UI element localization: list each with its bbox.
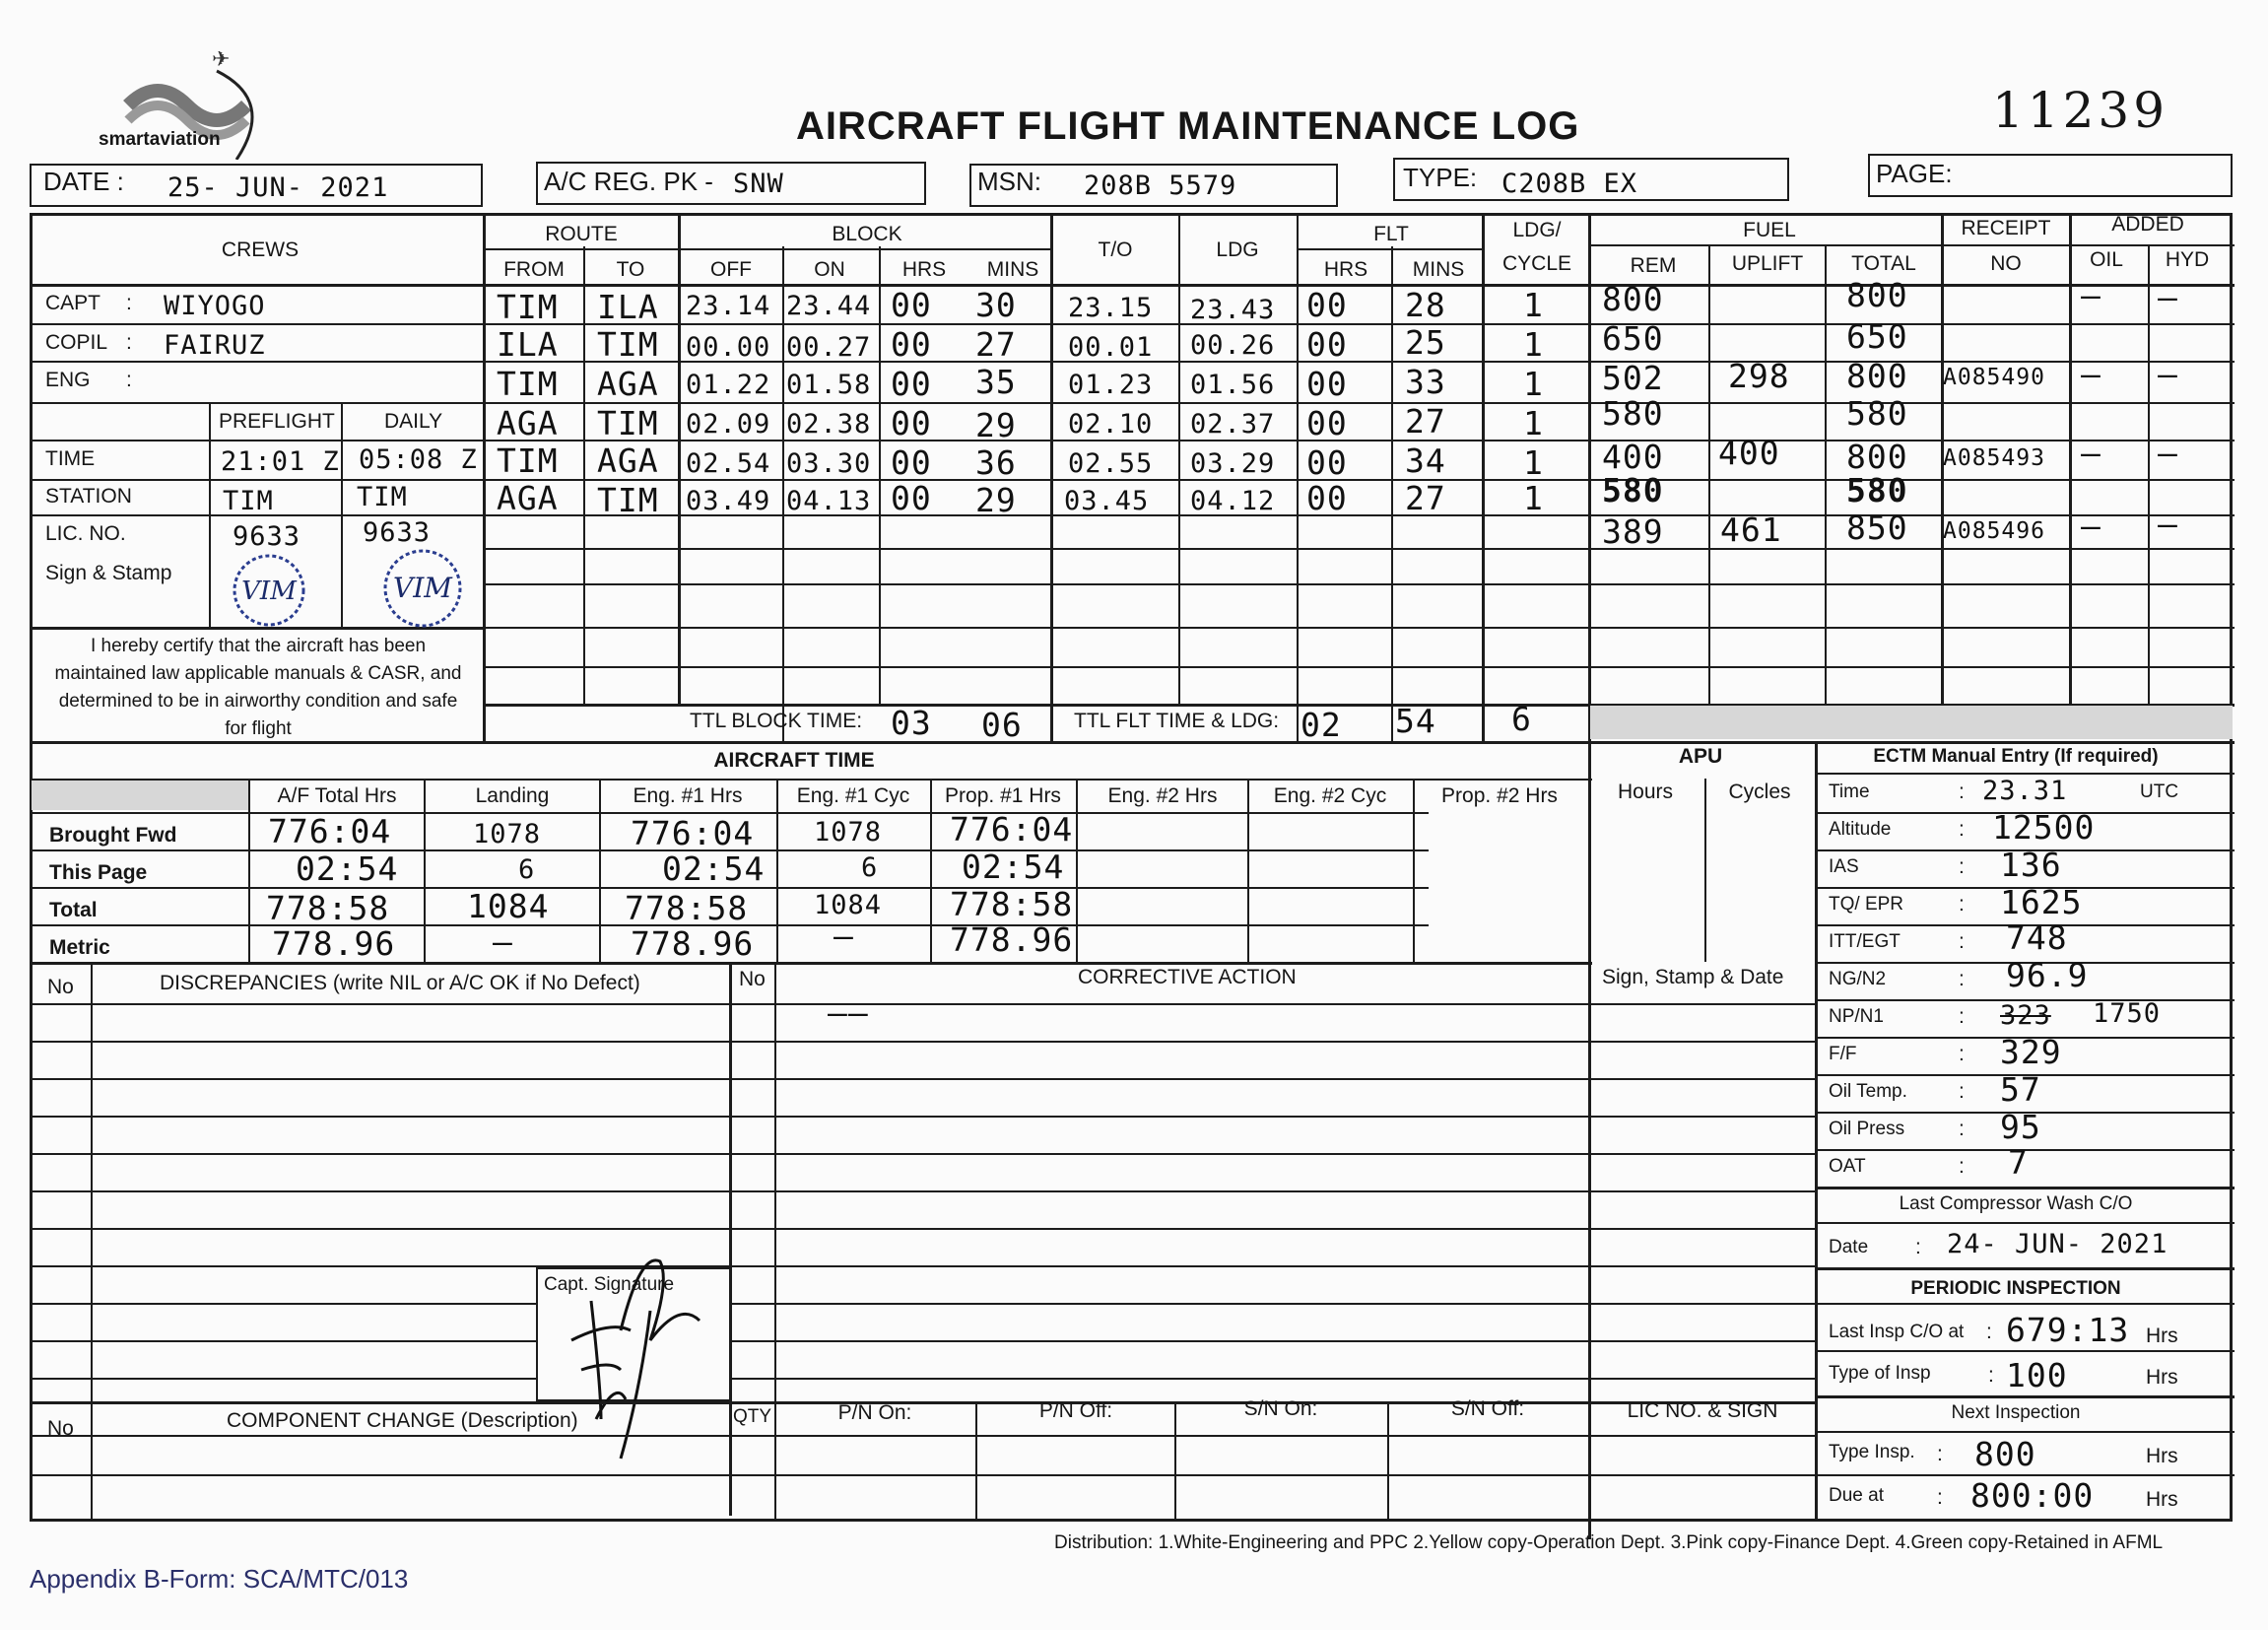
eng1-cyc-value: — (834, 917, 854, 955)
oil-heading: OIL (2090, 248, 2123, 271)
total-value: 800 (1846, 438, 1908, 476)
ectm-tq-value: 1625 (2000, 883, 2083, 921)
time-label: TIME (45, 447, 96, 470)
msn-label: MSN: (977, 167, 1041, 196)
daily-stamp (378, 548, 467, 629)
rem-value: 580 (1602, 471, 1664, 509)
sn-off-heading: S/N Off: (1450, 1397, 1525, 1420)
ectm-colon: : (1959, 1005, 1965, 1028)
to-value: TIM (597, 481, 659, 519)
cycle-value: 1 (1523, 479, 1544, 517)
ldg-cycle-heading-2: CYCLE (1501, 252, 1572, 275)
date-label: DATE : (43, 167, 124, 196)
ttl-ldg: 6 (1511, 700, 1532, 738)
daily-lic: 9633 (363, 517, 432, 548)
ectm-time-unit: UTC (2140, 781, 2179, 802)
eng-label: ENG (45, 369, 91, 391)
oil-value: — (2081, 276, 2101, 314)
company-logo (99, 51, 286, 160)
receipt-heading-1: RECEIPT (1961, 217, 2051, 239)
next-type-label: Type Insp. (1829, 1442, 1915, 1462)
sign-stamp-date-heading: Sign, Stamp & Date (1602, 966, 1784, 988)
rem-heading: REM (1630, 254, 1677, 277)
ectm-altitude-value: 12500 (1992, 808, 2096, 847)
qty-heading: QTY (733, 1406, 772, 1427)
ectm-altitude-label: Altitude (1829, 819, 1892, 840)
corrective-no-heading: No (739, 968, 766, 990)
copil-name: FAIRUZ (164, 330, 266, 361)
ectm-colon: : (1986, 1321, 1992, 1343)
discrepancies-heading: DISCREPANCIES (write NIL or A/C OK if No Defect) (160, 972, 640, 994)
flt-mins-value: 34 (1405, 441, 1446, 480)
ectm-colon: : (1959, 781, 1965, 803)
to-value: TIM (597, 325, 659, 364)
from-heading: FROM (503, 258, 565, 281)
hyd-value: — (2158, 278, 2178, 316)
apu-cycles-heading: Cycles (1728, 781, 1791, 803)
flt-hrs-value: 00 (1306, 404, 1348, 442)
landing-value: 1084 (467, 887, 550, 925)
date-value: 25- JUN- 2021 (167, 172, 389, 203)
from-value: AGA (497, 479, 559, 517)
added-heading: ADDED (2111, 213, 2184, 236)
msn-value: 208B 5579 (1084, 170, 1237, 201)
ectm-np-label: NP/N1 (1829, 1006, 1884, 1027)
ectm-colon: : (1959, 893, 1965, 916)
ldg-cycle-heading-1: LDG/ (1512, 219, 1562, 241)
flt-mins-value: 33 (1405, 363, 1446, 401)
block-hrs-value: 00 (891, 479, 932, 517)
total-heading: TOTAL (1851, 252, 1916, 275)
component-change-heading: COMPONENT CHANGE (Description) (227, 1409, 578, 1432)
ttl-flt-hrs: 02 (1301, 706, 1342, 744)
this-page-label: This Page (49, 861, 148, 884)
ttl-block-hrs: 03 (891, 704, 932, 742)
total-value: 850 (1846, 509, 1908, 547)
hyd-value: — (2158, 505, 2178, 543)
eng2-hrs-heading: Eng. #2 Hrs (1107, 784, 1218, 807)
cycle-value: 1 (1523, 365, 1544, 403)
block-mins-value: 29 (975, 406, 1017, 444)
preflight-station: TIM (223, 486, 274, 516)
copil-label: COPIL (45, 331, 108, 354)
due-at-value: 800:00 (1970, 1476, 2095, 1515)
last-insp-unit: Hrs (2146, 1324, 2178, 1347)
total-value: 580 (1846, 471, 1908, 509)
preflight-time: 21:01 Z (221, 446, 340, 477)
next-type-unit: Hrs (2146, 1445, 2178, 1467)
svg-text:VIM: VIM (393, 572, 452, 604)
rem-value: 389 (1602, 512, 1664, 551)
takeoff-value: 03.45 (1064, 486, 1150, 516)
cycle-value: 1 (1523, 443, 1544, 482)
type-of-insp-value: 100 (2006, 1356, 2068, 1394)
reg-label: A/C REG. PK - (544, 167, 713, 196)
receipt-value: A085496 (1943, 518, 2045, 544)
block-mins-value: 30 (975, 286, 1017, 324)
ectm-colon: : (1988, 1364, 1994, 1387)
last-insp-value: 679:13 (2006, 1311, 2130, 1349)
certify-line-4: for flight (225, 718, 292, 739)
certify-line-3: determined to be in airworthy condition and safe (58, 691, 458, 712)
takeoff-value: 02.10 (1068, 409, 1154, 440)
ectm-colon: : (1959, 968, 1965, 990)
prop2-hrs-heading: Prop. #2 Hrs (1441, 784, 1558, 807)
cycle-value: 1 (1523, 404, 1544, 442)
total-value: 800 (1846, 276, 1908, 314)
capt-colon: : (126, 292, 132, 314)
last-insp-label: Last Insp C/O at (1829, 1322, 1965, 1342)
ectm-colon: : (1959, 1080, 1965, 1103)
total-value: 650 (1846, 317, 1908, 356)
ectm-colon: : (1959, 1155, 1965, 1178)
ectm-ng-value: 96.9 (2006, 956, 2089, 994)
ectm-oil-press-value: 95 (2000, 1108, 2041, 1146)
certify-line-2: maintained law applicable manuals & CASR, and (54, 663, 462, 684)
to-value: TIM (597, 404, 659, 442)
on-value: 23.44 (786, 291, 872, 321)
rem-value: 650 (1602, 319, 1664, 358)
ectm-ff-label: F/F (1829, 1044, 1857, 1064)
block-heading: BLOCK (832, 223, 902, 245)
ectm-ias-value: 136 (2000, 846, 2062, 884)
svg-text:✈: ✈ (212, 51, 231, 71)
ectm-np-value: 1750 (2093, 998, 2162, 1029)
ectm-ff-value: 329 (2000, 1033, 2062, 1071)
lic-sign-heading: LIC NO. & SIGN (1627, 1399, 1778, 1422)
on-value: 04.13 (786, 486, 872, 516)
hyd-value: — (2158, 434, 2178, 472)
landing-col-heading: Landing (475, 784, 550, 807)
landing-value: 02.37 (1190, 409, 1276, 440)
block-mins-value: 29 (975, 481, 1017, 519)
capt-name: WIYOGO (164, 291, 266, 321)
on-value: 03.30 (786, 448, 872, 479)
daily-time: 05:08 Z (359, 444, 478, 475)
eng1-hrs-value: 02:54 (662, 849, 766, 888)
off-value: 01.22 (686, 370, 771, 400)
rem-value: 502 (1602, 359, 1664, 397)
uplift-value: 298 (1728, 357, 1790, 395)
hyd-value: — (2158, 355, 2178, 393)
capt-label: CAPT (45, 292, 101, 314)
off-value: 02.54 (686, 448, 771, 479)
serial-number: 11239 (1992, 82, 2169, 139)
apu-hours-heading: Hours (1617, 781, 1674, 803)
block-hrs-value: 00 (891, 286, 932, 324)
block-mins-value: 35 (975, 363, 1017, 401)
to-value: AGA (597, 441, 659, 480)
af-total-value: 02:54 (296, 849, 399, 888)
ectm-colon: : (1959, 1118, 1965, 1140)
logo-text: smartaviation (99, 129, 221, 150)
ectm-itt-label: ITT/EGT (1829, 931, 1901, 952)
receipt-value: A085493 (1943, 445, 2045, 471)
on-value: 02.38 (786, 409, 872, 440)
receipt-heading-2: NO (1990, 252, 2022, 275)
ectm-ias-label: IAS (1829, 856, 1859, 877)
takeoff-value: 01.23 (1068, 370, 1154, 400)
brought-fwd-label: Brought Fwd (49, 824, 177, 847)
prop1-hrs-value: 776:04 (950, 810, 1074, 849)
pn-off-heading: P/N Off: (1038, 1399, 1113, 1422)
lic-label: LIC. NO. (45, 522, 126, 545)
landing-value: 03.29 (1190, 448, 1276, 479)
from-value: ILA (497, 325, 559, 364)
oil-value: — (2081, 355, 2101, 393)
block-hrs-value: 00 (891, 404, 932, 442)
cycle-value: 1 (1523, 286, 1544, 324)
sign-stamp-label: Sign & Stamp (45, 562, 172, 584)
flt-hrs-value: 00 (1306, 365, 1348, 403)
uplift-heading: UPLIFT (1731, 252, 1804, 275)
metric-label: Metric (49, 936, 110, 959)
ectm-ng-label: NG/N2 (1829, 969, 1887, 989)
eng1-cyc-value: 1084 (814, 890, 883, 920)
eng1-cyc-value: 1078 (814, 817, 883, 848)
due-at-label: Due at (1829, 1485, 1884, 1506)
fuel-heading: FUEL (1743, 219, 1796, 241)
prop1-hrs-value: 778:58 (950, 885, 1074, 923)
landing-value: 6 (518, 854, 536, 885)
ectm-colon: : (1937, 1486, 1943, 1509)
next-type-value: 800 (1974, 1435, 2036, 1473)
compressor-date-value: 24- JUN- 2021 (1947, 1229, 2168, 1259)
preflight-stamp (231, 552, 307, 629)
block-mins-value: 27 (975, 325, 1017, 364)
takeoff-value: 02.55 (1068, 448, 1154, 479)
copil-colon: : (126, 331, 132, 354)
block-hrs-value: 00 (891, 325, 932, 364)
prop1-hrs-value: 778.96 (950, 920, 1074, 959)
ectm-colon: : (1959, 1043, 1965, 1065)
on-value: 01.58 (786, 370, 872, 400)
af-total-value: 778:58 (266, 889, 390, 927)
capt-signature-label: Capt. Signature (544, 1274, 675, 1295)
ttl-block-mins: 06 (981, 706, 1023, 744)
landing-heading: LDG (1216, 238, 1259, 261)
flt-mins-value: 28 (1405, 286, 1446, 324)
preflight-heading: PREFLIGHT (219, 410, 335, 433)
from-value: AGA (497, 404, 559, 442)
oil-value: — (2081, 507, 2101, 545)
from-value: TIM (497, 365, 559, 403)
landing-value: 1078 (473, 819, 542, 849)
from-value: TIM (497, 288, 559, 326)
landing-value: 00.26 (1190, 330, 1276, 361)
prop1-hrs-heading: Prop. #1 Hrs (945, 784, 1061, 807)
total-value: 580 (1846, 394, 1908, 433)
oil-value: — (2081, 434, 2101, 472)
takeoff-value: 00.01 (1068, 332, 1154, 363)
flt-mins-value: 25 (1405, 323, 1446, 362)
off-value: 02.09 (686, 409, 771, 440)
rem-value: 580 (1602, 394, 1664, 433)
flt-hrs-heading: HRS (1323, 258, 1368, 281)
takeoff-heading: T/O (1098, 238, 1133, 261)
preflight-lic: 9633 (233, 521, 301, 552)
ectm-oat-value: 7 (2008, 1143, 2029, 1182)
flt-hrs-value: 00 (1306, 325, 1348, 364)
uplift-value: 400 (1718, 434, 1780, 472)
ectm-oil-press-label: Oil Press (1829, 1119, 1905, 1139)
due-at-unit: Hrs (2146, 1488, 2178, 1511)
cycle-value: 1 (1523, 325, 1544, 364)
flt-hrs-value: 00 (1306, 479, 1348, 517)
type-value: C208B EX (1501, 169, 1638, 199)
svg-text:VIM: VIM (241, 577, 297, 606)
landing-value: 01.56 (1190, 370, 1276, 400)
pn-on-heading: P/N On: (837, 1401, 912, 1424)
block-mins-value: 36 (975, 443, 1017, 482)
daily-heading: DAILY (384, 410, 443, 433)
receipt-value: A085490 (1943, 365, 2045, 390)
off-heading: OFF (710, 258, 752, 281)
af-total-value: 778.96 (272, 924, 396, 963)
flt-hrs-value: 00 (1306, 286, 1348, 324)
to-value: AGA (597, 365, 659, 403)
ectm-time-value: 23.31 (1982, 776, 2068, 806)
discrepancy-no-heading: No (47, 976, 74, 998)
component-no-heading: No (47, 1417, 74, 1440)
appendix-label: Appendix B-Form: SCA/MTC/013 (30, 1564, 409, 1594)
flt-hrs-value: 00 (1306, 443, 1348, 482)
block-hrs-value: 00 (891, 443, 932, 482)
ectm-oat-label: OAT (1829, 1156, 1866, 1177)
compressor-wash-heading: Last Compressor Wash C/O (1899, 1193, 2133, 1214)
crews-heading: CREWS (221, 238, 300, 261)
aircraft-time-heading: AIRCRAFT TIME (713, 749, 875, 772)
periodic-inspection-heading: PERIODIC INSPECTION (1910, 1278, 2121, 1299)
ttl-flt-label: TTL FLT TIME & LDG: (1074, 710, 1280, 732)
route-heading: ROUTE (545, 223, 618, 245)
eng1-cyc-heading: Eng. #1 Cyc (796, 784, 910, 807)
distribution-note: Distribution: 1.White-Engineering and PPC 2.Yellow copy-Operation Dept. 3.Pink copy-Finance Dept. 4.Green copy-Retained in AFML (1054, 1532, 2164, 1553)
landing-value: 04.12 (1190, 486, 1276, 516)
total-value: 800 (1846, 357, 1908, 395)
sn-on-heading: S/N On: (1243, 1397, 1318, 1420)
takeoff-value: 23.15 (1068, 293, 1154, 323)
off-value: 00.00 (686, 332, 771, 363)
to-heading: TO (616, 258, 645, 281)
ttl-flt-mins: 54 (1395, 702, 1436, 740)
ectm-colon: : (1959, 818, 1965, 841)
af-total-value: 776:04 (268, 812, 392, 850)
ectm-heading: ECTM Manual Entry (If required) (1873, 746, 2159, 767)
eng1-hrs-heading: Eng. #1 Hrs (633, 784, 743, 807)
daily-station: TIM (357, 482, 408, 512)
block-hrs-heading: HRS (901, 258, 947, 281)
ectm-oil-temp-label: Oil Temp. (1829, 1081, 1907, 1102)
type-of-insp-label: Type of Insp (1829, 1363, 1931, 1384)
ectm-colon: : (1959, 930, 1965, 953)
block-mins-heading: MINS (986, 258, 1039, 281)
uplift-value: 461 (1720, 510, 1782, 549)
ectm-oil-temp-value: 57 (2000, 1070, 2041, 1109)
next-inspection-heading: Next Inspection (1951, 1402, 2081, 1423)
ectm-np-struck: 323 (2000, 1000, 2051, 1031)
prop1-hrs-value: 02:54 (962, 848, 1065, 886)
from-value: TIM (497, 441, 559, 480)
ectm-time-label: Time (1829, 781, 1870, 802)
landing-value: 23.43 (1190, 295, 1276, 325)
flt-mins-value: 27 (1405, 402, 1446, 441)
corrective-action-entry: —— (828, 993, 869, 1032)
flt-mins-heading: MINS (1412, 258, 1465, 281)
ttl-block-label: TTL BLOCK TIME: (690, 710, 863, 732)
off-value: 03.49 (686, 486, 771, 516)
reg-value: SNW (733, 169, 784, 199)
form-title: AIRCRAFT FLIGHT MAINTENANCE LOG (796, 104, 1580, 148)
off-value: 23.14 (686, 291, 771, 321)
rem-value: 400 (1602, 438, 1664, 476)
type-label: TYPE: (1403, 163, 1478, 192)
type-of-insp-unit: Hrs (2146, 1366, 2178, 1389)
eng1-hrs-value: 776:04 (631, 814, 755, 852)
af-total-hrs-heading: A/F Total Hrs (277, 784, 397, 807)
apu-heading: APU (1678, 745, 1723, 768)
on-value: 00.27 (786, 332, 872, 363)
block-hrs-value: 00 (891, 365, 932, 403)
landing-value: — (493, 922, 513, 961)
corrective-action-heading: CORRECTIVE ACTION (1078, 966, 1297, 988)
on-heading: ON (814, 258, 845, 281)
ectm-itt-value: 748 (2006, 918, 2068, 957)
eng-colon: : (126, 369, 132, 391)
hyd-heading: HYD (2165, 248, 2210, 271)
page-label: PAGE: (1876, 159, 1953, 188)
eng1-hrs-value: 778:58 (625, 889, 749, 927)
station-label: STATION (45, 485, 132, 508)
eng1-cyc-value: 6 (861, 852, 879, 883)
to-value: ILA (597, 288, 659, 326)
eng1-hrs-value: 778.96 (631, 924, 755, 963)
compressor-date-label: Date (1829, 1237, 1869, 1257)
ectm-colon: : (1915, 1236, 1921, 1258)
certify-line-1: I hereby certify that the aircraft has been (90, 636, 427, 656)
rem-value: 800 (1602, 280, 1664, 318)
total-label: Total (49, 899, 98, 921)
eng2-cyc-heading: Eng. #2 Cyc (1273, 784, 1387, 807)
flt-mins-value: 27 (1405, 479, 1446, 517)
flt-heading: FLT (1373, 223, 1409, 245)
ectm-colon: : (1937, 1443, 1943, 1465)
ectm-tq-label: TQ/ EPR (1829, 894, 1904, 915)
ectm-colon: : (1959, 855, 1965, 878)
